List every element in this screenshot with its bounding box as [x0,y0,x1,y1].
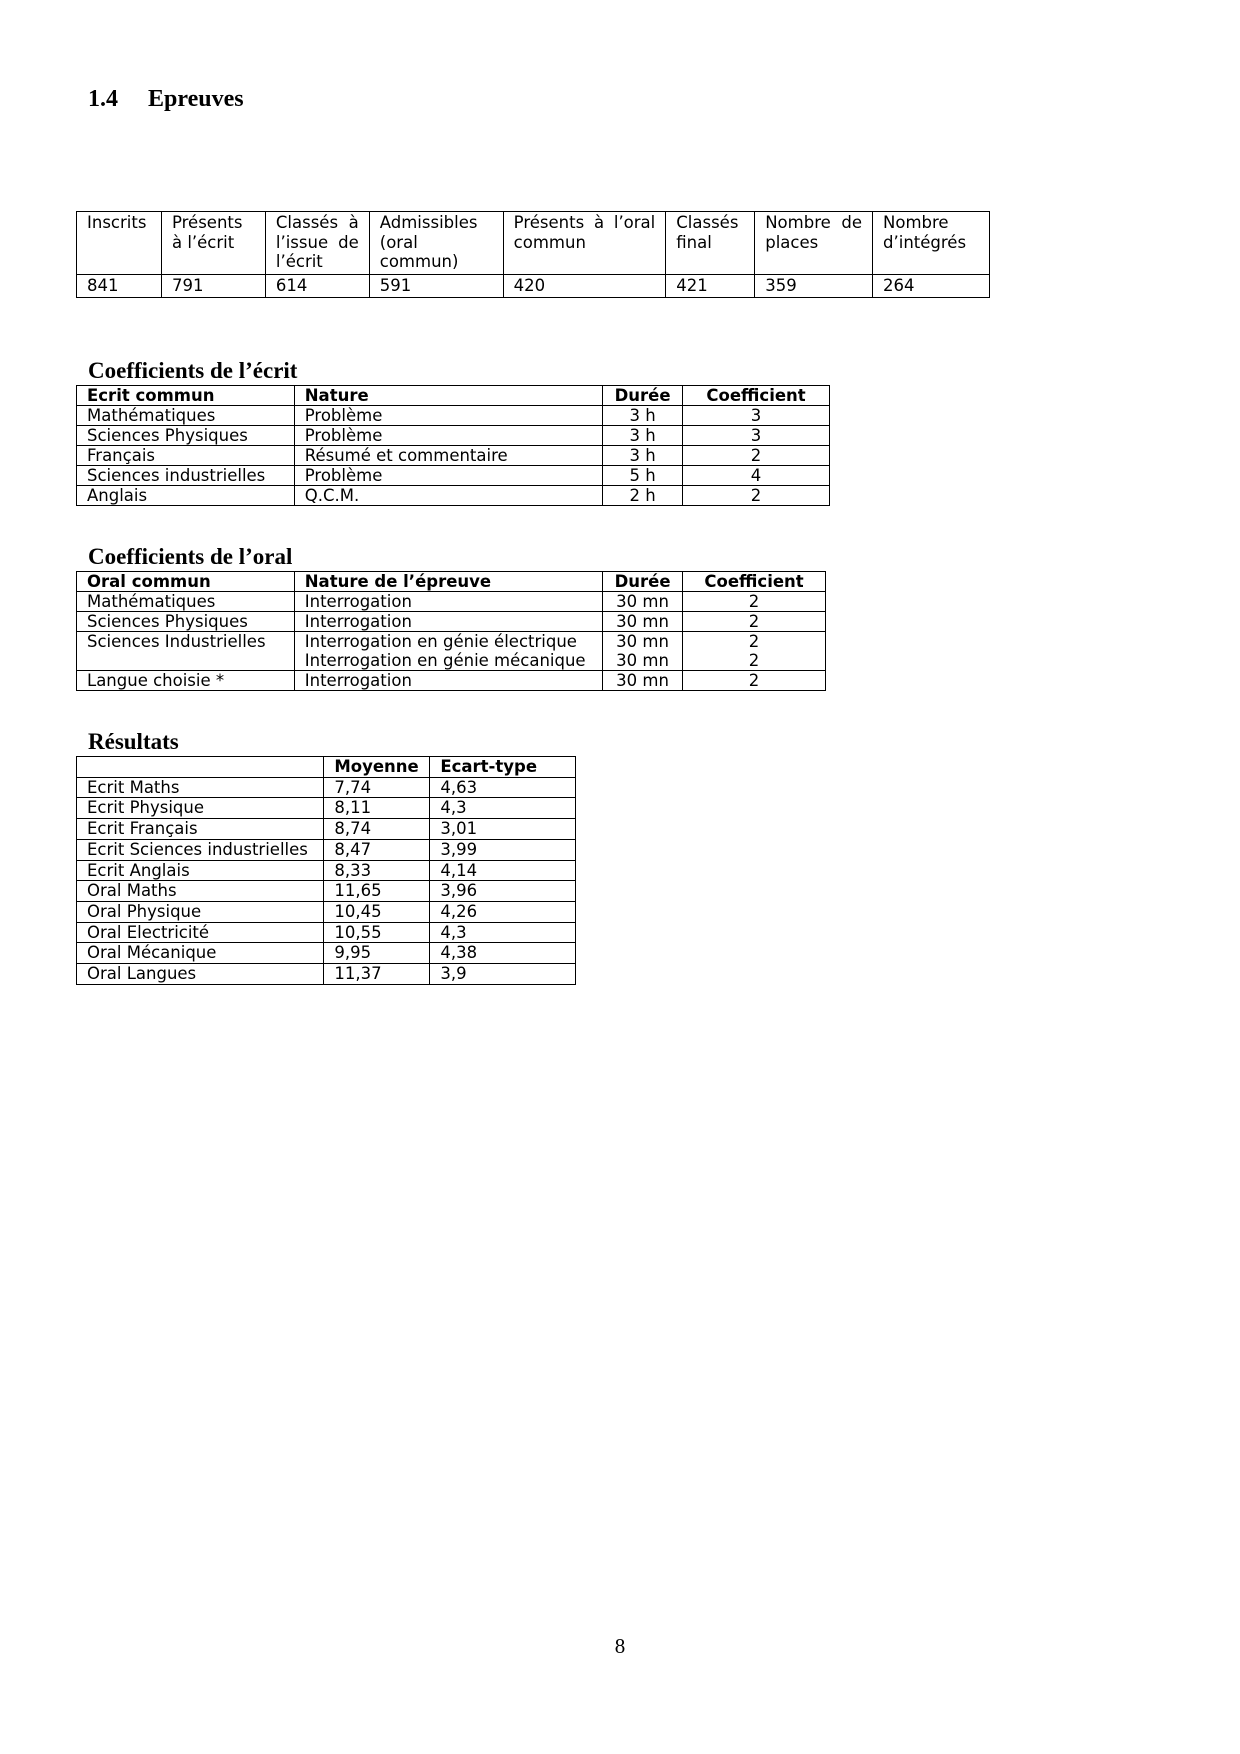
results-table [76,756,576,985]
table-cell: 8,47 [324,839,430,860]
table-cell: Ecrit Maths [77,777,324,798]
table-cell: 2 [683,446,830,466]
page-number: 8 [614,1634,626,1658]
table-cell: Sciences Physiques [77,612,295,632]
stats-value-cell: 421 [666,274,755,298]
table-row [77,964,576,985]
stats-header-cell: Présents à l’oral commun [503,212,666,275]
table-cell: 8,33 [324,860,430,881]
table-cell: 3,99 [430,839,576,860]
oral-heading: Coefficients de l’oral [88,544,293,569]
table-cell: Interrogation [294,612,602,632]
table-cell: Problème [294,406,602,426]
section-title: Epreuves [148,86,244,112]
section-heading [88,86,244,113]
table-cell: 11,65 [324,881,430,902]
table-row [77,860,576,881]
table-cell: Ecrit Sciences industrielles [77,839,324,860]
table-row [77,798,576,819]
table-cell: Résumé et commentaire [294,446,602,466]
section-number: 1.4 [88,86,118,112]
table-cell: 4,14 [430,860,576,881]
column-header: Ecart-type [430,757,576,778]
table-row [77,486,830,506]
table-row [77,922,576,943]
table-cell: Q.C.M. [294,486,602,506]
table-cell: 4,3 [430,922,576,943]
table-cell: 9,95 [324,943,430,964]
table-cell: Anglais [77,486,295,506]
table-cell: 7,74 [324,777,430,798]
table-cell: Interrogation en génie électrique Interrogation en génie mécanique [294,632,602,671]
table-cell: 30 mn [603,671,683,691]
table-cell: Oral Langues [77,964,324,985]
ecrit-heading: Coefficients de l’écrit [88,358,298,383]
table-cell: 3,01 [430,819,576,840]
column-header: Nature de l’épreuve [294,572,602,592]
table-cell: 8,74 [324,819,430,840]
stats-header-cell: Classés à l’issue de l’écrit [265,212,369,275]
table-cell: 8,11 [324,798,430,819]
table-cell: 10,55 [324,922,430,943]
stats-value-cell: 591 [369,274,503,298]
table-cell: 3 h [603,446,683,466]
oral-coefficients-table [76,571,826,691]
stats-value-cell: 420 [503,274,666,298]
table-cell: Mathématiques [77,592,295,612]
table-cell: 2 [683,486,830,506]
stats-header-row [77,212,990,275]
table-cell: 2 [683,592,826,612]
table-cell: Ecrit Anglais [77,860,324,881]
table-row [77,632,826,671]
candidates-stats-table [76,211,990,298]
table-row [77,777,576,798]
table-row [77,943,576,964]
table-row [77,426,830,446]
column-header: Moyenne [324,757,430,778]
stats-header-cell: Admissibles (oral commun) [369,212,503,275]
stats-header-cell: Classés final [666,212,755,275]
stats-header-cell: Présents à l’écrit [161,212,265,275]
table-cell: Oral Physique [77,901,324,922]
column-header: Coefficient [683,572,826,592]
table-row [77,671,826,691]
column-header: Durée [603,386,683,406]
table-cell: 30 mn [603,612,683,632]
stats-value-cell: 359 [755,274,873,298]
table-row [77,901,576,922]
table-cell: 3 h [603,406,683,426]
table-cell: Sciences industrielles [77,466,295,486]
stats-value-cell: 841 [77,274,162,298]
table-cell: 30 mn 30 mn [603,632,683,671]
column-header: Nature [294,386,602,406]
stats-value-cell: 264 [873,274,990,298]
table-cell: 3,96 [430,881,576,902]
table-cell: 2 [683,612,826,632]
column-header: Ecrit commun [77,386,295,406]
results-heading: Résultats [88,729,179,754]
table-cell: 3 [683,426,830,446]
table-cell: 10,45 [324,901,430,922]
table-cell: Interrogation [294,671,602,691]
table-cell: 3,9 [430,964,576,985]
table-cell: 4,63 [430,777,576,798]
column-header: Coefficient [683,386,830,406]
table-cell: 2 [683,671,826,691]
table-cell: Interrogation [294,592,602,612]
table-cell: Problème [294,466,602,486]
table-cell: 4,26 [430,901,576,922]
column-header: Durée [603,572,683,592]
table-cell: 4 [683,466,830,486]
table-cell: 3 h [603,426,683,446]
table-cell: Problème [294,426,602,446]
table-cell: 4,38 [430,943,576,964]
stats-header-cell: Nombre de places [755,212,873,275]
table-cell: Oral Electricité [77,922,324,943]
table-row [77,819,576,840]
table-header-row [77,386,830,406]
stats-header-cell: Nombre d’intégrés [873,212,990,275]
table-row [77,466,830,486]
table-cell: 5 h [603,466,683,486]
table-cell: Mathématiques [77,406,295,426]
stats-value-cell: 791 [161,274,265,298]
table-row [77,612,826,632]
table-cell: 2 h [603,486,683,506]
column-header: Oral commun [77,572,295,592]
table-cell: Oral Mécanique [77,943,324,964]
stats-header-cell: Inscrits [77,212,162,275]
table-cell: Ecrit Français [77,819,324,840]
table-cell: Oral Maths [77,881,324,902]
ecrit-coefficients-table [76,385,830,506]
table-cell: Français [77,446,295,466]
table-header-row [77,572,826,592]
table-cell: 4,3 [430,798,576,819]
table-row [77,446,830,466]
table-row [77,881,576,902]
table-cell: Langue choisie * [77,671,295,691]
column-header [77,757,324,778]
table-cell: 3 [683,406,830,426]
table-row [77,592,826,612]
table-cell: Sciences Industrielles [77,632,295,671]
table-cell: Sciences Physiques [77,426,295,446]
table-cell: 2 2 [683,632,826,671]
table-row [77,839,576,860]
table-header-row [77,757,576,778]
stats-value-row [77,274,990,298]
table-cell: 30 mn [603,592,683,612]
table-cell: 11,37 [324,964,430,985]
table-cell: Ecrit Physique [77,798,324,819]
stats-value-cell: 614 [265,274,369,298]
table-row [77,406,830,426]
